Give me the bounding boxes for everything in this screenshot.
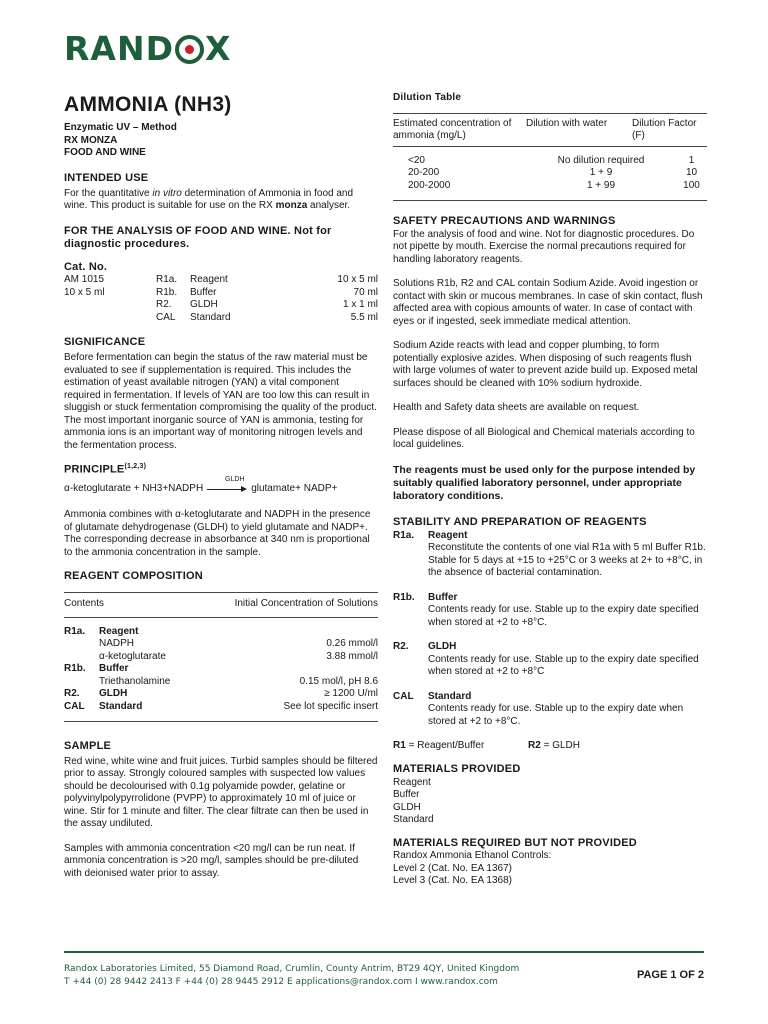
reagent-legend: R1 = Reagent/Buffer R2 = GLDH: [393, 740, 580, 752]
stability-item: CAL Standard Contents ready for use. Stable up to the expiry date when stored at +2 to +8°C.: [393, 690, 684, 727]
materials-provided-heading: MATERIALS PROVIDED: [393, 762, 521, 775]
analysis-note: [64, 225, 378, 251]
reagent-composition-section: [64, 570, 378, 722]
logo-target-icon: [175, 35, 204, 64]
catalog-cell: [64, 312, 156, 325]
reaction-right: glutamate+ NADP+: [251, 483, 338, 495]
page-footer: [64, 951, 704, 989]
safety-text-3: Sodium Azide reacts with lead and copper plumbing, to form potentially explosive azides. When disposing of such reagents flush with large volumes of water to prevent azide build up. Exposed metal surfaces should be cleaned with 10% sodium hydroxide.: [393, 340, 698, 389]
materials-required-item: Level 3 (Cat. No. EA 1368): [393, 875, 512, 887]
document-title: AMMONIA (NH3): [64, 93, 232, 116]
composition-row: CAL Standard See lot specific insert: [64, 700, 378, 712]
materials-provided-item: Standard: [393, 814, 434, 826]
stability-heading: STABILITY AND PREPARATION OF REAGENTS: [393, 516, 647, 529]
reaction-equation: [64, 476, 378, 497]
sample-text-2: Samples with ammonia concentration <20 mg/l can be run neat. If ammonia concentration is >20 mg/l, samples should be pre-diluted with deionised water prior to assay.: [64, 842, 359, 879]
subtitle-method: Enzymatic UV – Method: [64, 122, 177, 134]
randox-logo: [64, 31, 231, 67]
right-column: [393, 92, 707, 888]
catalog-cell: 5.5 ml: [350, 311, 378, 323]
materials-provided-item: Reagent: [393, 776, 431, 788]
composition-row: Triethanolamine 0.15 mol/l, pH 8.6: [99, 675, 378, 687]
company-address: Randox Laboratories Limited, 55 Diamond Road, Crumlin, County Antrim, BT29 4QY, United Kingdom: [64, 964, 520, 974]
catalog-cell: Standard: [190, 311, 231, 323]
sample-heading: SAMPLE: [64, 740, 112, 753]
page-number: PAGE 1 OF 2: [636, 969, 704, 981]
catalog-cell: R2.: [156, 299, 172, 311]
catalog-cell: GLDH: [190, 299, 218, 311]
safety-section: [393, 215, 707, 503]
composition-row: R1b. Buffer: [64, 663, 129, 675]
stability-section: [393, 516, 707, 753]
reaction-arrow-icon: [207, 484, 247, 494]
catalog-heading: Cat. No.: [64, 260, 108, 273]
significance-text: Before fermentation can begin the status of the raw material must be evaluated to see if supplementation is required. This includes the estimation of yeast available nitrogen (YAN) a vital component required in fermentation. If levels of YAN are too low this can result in sluggish or stuck fermentation compromising the quality of the product. The most important inorganic source of YAN is ammonia, testing for ammonia ions is an important way of monitoring nitrogen levels and the fermentation process.: [64, 352, 377, 451]
intended-use-section: [64, 172, 378, 213]
catalog-cell: AM 1015: [64, 274, 105, 286]
enzyme-label: GLDH: [225, 476, 245, 484]
catalog-cell: 70 ml: [353, 286, 378, 298]
composition-row: α-ketoglutarate 3.88 mmol/l: [99, 650, 378, 662]
company-contacts: T +44 (0) 28 9442 2413 F +44 (0) 28 9445 2912 E applications@randox.com I www.randox.com: [64, 977, 498, 987]
safety-text-5: Please dispose of all Biological and Chemical materials according to local guidelines.: [393, 426, 695, 451]
materials-required-section: [393, 837, 707, 888]
subtitle-instrument: RX MONZA: [64, 134, 118, 146]
dilution-rows: [393, 147, 707, 202]
intended-use-text: For the quantitative in vitro determination of Ammonia in food and wine. This product is suitable for use on the RX monza analyser.: [64, 187, 354, 211]
stability-item: R2. GLDH Contents ready for use. Stable up to the expiry date specified when stored at +2 to +8°C: [393, 641, 699, 678]
dilution-section: [393, 92, 707, 201]
dilution-col-factor: Dilution Factor (F): [632, 117, 697, 141]
stability-item: R1a. Reagent Reconstitute the contents of one vial R1a with 5 ml Buffer R1b. Stable for 5 days at +15 to +25°C or 3 weeks at 2+ to +8°C, in the absence of bacterial contamination.: [393, 529, 706, 579]
reagent-composition-heading: REAGENT COMPOSITION: [64, 570, 203, 583]
catalog-cell: 1 x 1 ml: [342, 299, 378, 311]
safety-heading: SAFETY PRECAUTIONS AND WARNINGS: [393, 215, 616, 227]
principle-heading: PRINCIPLE$^{(1,2,3)}$: [64, 463, 147, 476]
analysis-note-text: FOR THE ANALYSIS OF FOOD AND WINE. Not for diagnostic procedures.: [64, 224, 332, 250]
composition-col-concentration: Initial Concentration of Solutions: [234, 598, 378, 610]
catalog-cell: Reagent: [190, 274, 228, 286]
dilution-col-dilution: Dilution with water: [526, 117, 608, 129]
composition-header: [64, 592, 378, 618]
reaction-left: α-ketoglutarate + NH3+NADPH: [64, 483, 204, 495]
catalog-section: [64, 261, 378, 325]
composition-rows: [64, 618, 378, 723]
stability-item: R1b. Buffer Contents ready for use. Stable up to the expiry date specified when stored at +2 to +8°C.: [393, 591, 699, 628]
safety-text-1: For the analysis of food and wine. Not for diagnostic procedures. Do not pipette by mouth. Exercise the normal precautions required for handling laboratory reagents.: [393, 228, 695, 265]
sample-text-1: Red wine, white wine and fruit juices. Turbid samples should be filtered prior to assay. Strongly coloured samples with suspected low values should be decolourised with 0.1g polyamide powder, gelatine or polyvinylpolypyrrolidone (PVPP) to approximately 10 ml of juice or wine. Stir for 1 minute and filter. The clear filtrate can then be used in the assay undiluted.: [64, 755, 378, 830]
composition-row: NADPH 0.26 mmol/l: [99, 638, 378, 650]
catalog-cell: [64, 299, 156, 312]
composition-row: R1a. Reagent: [64, 625, 139, 637]
catalog-cell: 10 x 5 ml: [64, 286, 105, 298]
subtitle-block: [64, 122, 378, 160]
composition-row: R2. GLDH ≥ 1200 U/ml: [64, 688, 378, 700]
safety-text-2: Solutions R1b, R2 and CAL contain Sodium Azide. Avoid ingestion or contact with skin or mucous membranes. In case of skin contact, flush affected area with copious amounts of water. In case of contact with eyes or if ingested, seek immediate medical attention.: [393, 278, 703, 327]
dilution-heading: Dilution Table: [393, 92, 462, 103]
left-column: [64, 92, 378, 880]
principle-section: [64, 463, 378, 559]
catalog-cell: R1b.: [156, 286, 178, 298]
logo-text-start: RAND: [64, 29, 174, 69]
dilution-header: [393, 113, 707, 147]
principle-text: Ammonia combines with α-ketoglutarate and NADPH in the presence of glutamate dehydrogenase (GLDH) to yield glutamate and NADP+. The corresponding decrease in absorbance at 340 nm is proportional to the ammonia concentration in the sample.: [64, 509, 371, 558]
subtitle-application: FOOD AND WINE: [64, 147, 146, 159]
materials-provided-item: Buffer: [393, 789, 420, 801]
catalog-cell: Buffer: [190, 286, 217, 298]
materials-provided-section: [393, 763, 707, 827]
dilution-row: <20 No dilution required 1: [408, 154, 695, 166]
dilution-row: 20-200 1 + 9 10: [408, 167, 698, 178]
dilution-row: 200-2000 1 + 99 100: [408, 179, 700, 191]
catalog-table: [64, 274, 378, 324]
catalog-cell: CAL: [156, 311, 176, 323]
significance-section: [64, 336, 378, 452]
safety-text-6: The reagents must be used only for the purpose intended by suitably qualified laboratory personnel, under appropriate laboratory conditions.: [393, 463, 696, 502]
materials-required-item: Level 2 (Cat. No. EA 1367): [393, 862, 512, 874]
catalog-cell: 10 x 5 ml: [337, 274, 378, 286]
intended-use-heading: INTENDED USE: [64, 171, 149, 184]
composition-col-contents: Contents: [64, 598, 105, 610]
dilution-col-concentration: Estimated concentration of ammonia (mg/L): [393, 117, 512, 141]
catalog-cell: R1a.: [156, 274, 178, 286]
materials-required-heading: MATERIALS REQUIRED BUT NOT PROVIDED: [393, 836, 637, 849]
logo-text-end: X: [204, 29, 232, 69]
significance-heading: SIGNIFICANCE: [64, 336, 146, 349]
materials-provided-item: GLDH: [393, 801, 421, 813]
sample-section: [64, 740, 378, 880]
safety-text-4: Health and Safety data sheets are available on request.: [393, 402, 640, 414]
materials-required-item: Randox Ammonia Ethanol Controls:: [393, 850, 552, 862]
